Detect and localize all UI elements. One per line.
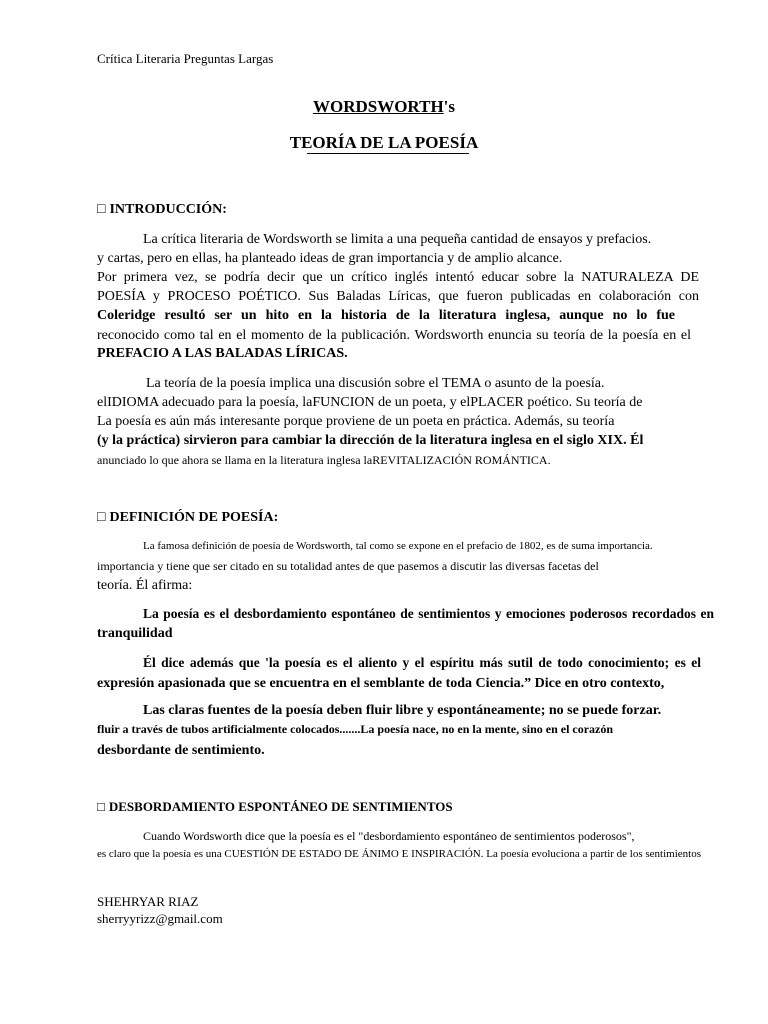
intro-para2-line-3: La poesía es aún más interesante porque proviene de un poeta en práctica. Además, su teoría xyxy=(97,414,615,429)
section-heading-intro: □ INTRODUCCIÓN: xyxy=(97,202,227,217)
quote1-line-1: La poesía es el desbordamiento espontáneo de sentimientos y emociones poderosos recordados en xyxy=(143,606,714,621)
intro-para2-line-2: elIDIOMA adecuado para la poesía, laFUNCION de un poeta, y elPLACER poético. Su teoría de xyxy=(97,395,643,410)
intro-line-2: y cartas, pero en ellas, ha planteado ideas de gran importancia y de amplio alcance. xyxy=(97,251,563,266)
author-email: sherryyrizz@gmail.com xyxy=(97,911,223,926)
quote2-line-1: Él dice además que 'la poesía es el aliento y el espíritu más sutil de todo conocimiento; es el xyxy=(143,655,701,670)
quote3-line-1: Las claras fuentes de la poesía deben fluir libre y espontáneamente; no se puede forzar. xyxy=(143,703,662,718)
definition-line-1: La famosa definición de poesía de Wordsworth, tal como se expone en el prefacio de 1802, es de suma importancia. xyxy=(143,540,653,552)
definition-line-3: teoría. Él afirma: xyxy=(97,578,193,593)
subtitle-underline xyxy=(307,153,469,154)
intro-para2-line-1: La teoría de la poesía implica una discusión sobre el TEMA o asunto de la poesía. xyxy=(146,376,605,391)
quote3-line-3: desbordante de sentimiento. xyxy=(97,743,265,758)
running-header: Crítica Literaria Preguntas Largas xyxy=(97,51,274,66)
overflow-line-2: es claro que la poesía es una CUESTIÓN DE ESTADO DE ÁNIMO E INSPIRACIÓN. La poesía evoluciona a partir de los sentimientos xyxy=(97,848,701,860)
section-heading-overflow: □ DESBORDAMIENTO ESPONTÁNEO DE SENTIMIENTOS xyxy=(97,799,453,814)
title-suffix: 's xyxy=(443,97,456,116)
checkbox-bullet-icon: □ xyxy=(97,202,106,217)
document-title xyxy=(0,97,768,117)
section-heading-definition: □ DEFINICIÓN DE POESÍA: xyxy=(97,510,279,525)
author-name: SHEHRYAR RIAZ xyxy=(97,894,199,909)
title-name: WORDSWORTH xyxy=(312,97,444,116)
overflow-line-1: Cuando Wordsworth dice que la poesía es el "desbordamiento espontáneo de sentimientos poderosos", xyxy=(143,829,635,843)
intro-line-5: Coleridge resultó ser un hito en la historia de la literatura inglesa, aunque no lo fue xyxy=(97,308,675,323)
intro-para2-line-4: (y la práctica) sirvieron para cambiar la dirección de la literatura inglesa en el siglo XIX. Él xyxy=(97,433,644,448)
document-subtitle: TEORÍA DE LA POESÍA xyxy=(289,133,479,152)
intro-line-3: Por primera vez, se podría decir que un crítico inglés intentó educar sobre la NATURALEZA DE xyxy=(97,270,699,285)
checkbox-bullet-icon: □ xyxy=(97,510,106,525)
definition-line-2: importancia y tiene que ser citado en su totalidad antes de que pasemos a discutir las diversas facetas del xyxy=(97,559,599,573)
intro-line-1: La crítica literaria de Wordsworth se limita a una pequeña cantidad de ensayos y prefacios. xyxy=(143,232,652,247)
checkbox-bullet-icon: □ xyxy=(97,799,105,814)
intro-para2-line-5: anunciado lo que ahora se llama en la literatura inglesa laREVITALIZACIÓN ROMÁNTICA. xyxy=(97,453,551,467)
intro-line-4: POESÍA y PROCESO POÉTICO. Sus Baladas Líricas, que fueron publicadas en colaboración con xyxy=(97,289,699,304)
quote3-line-2: fluir a través de tubos artificialmente colocados.......La poesía nace, no en la mente, sino en el corazón xyxy=(97,722,614,736)
intro-line-6: reconocido como tal en el momento de la publicación. Wordsworth enuncia su teoría de la poesía en el xyxy=(97,328,691,343)
intro-line-7: PREFACIO A LAS BALADAS LÍRICAS. xyxy=(97,346,348,361)
quote2-line-2: expresión apasionada que se encuentra en el semblante de toda Ciencia.” Dice en otro contexto, xyxy=(97,676,665,691)
quote1-line-2: tranquilidad xyxy=(97,626,173,641)
